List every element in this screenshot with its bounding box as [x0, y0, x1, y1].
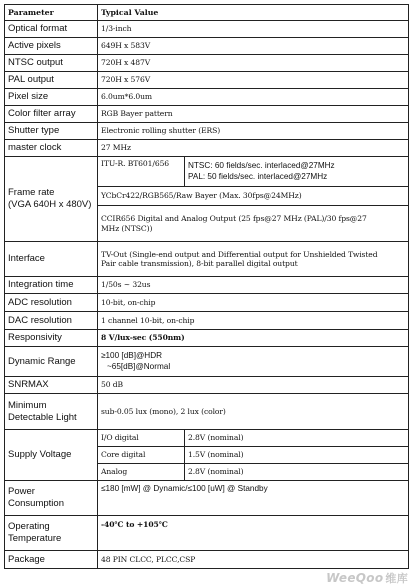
- param-value: RGB Bayer pattern: [98, 106, 409, 123]
- param-label: DAC resolution: [5, 312, 98, 330]
- param-value: 1/3-inch: [98, 21, 409, 38]
- param-value: 27 MHz: [98, 140, 409, 157]
- ccir-rate-line2: MHz (NTSC)): [101, 223, 153, 233]
- param-label: Pixel size: [5, 89, 98, 106]
- row-pal-output: [5, 72, 409, 89]
- row-power: [5, 481, 409, 516]
- spec-table: [4, 4, 409, 569]
- param-value: 6.0um*6.0um: [98, 89, 409, 106]
- interface-line1: TV-Out (Single-end output and Differential output for Unshielded Twisted: [101, 249, 378, 259]
- supply-value: 1.5V (nominal): [185, 447, 409, 464]
- power-label-line2: Consumption: [8, 498, 64, 509]
- spec-sheet: [4, 4, 408, 584]
- param-value: -40℃ to +105℃: [98, 516, 409, 551]
- param-value: 48 PIN CLCC, PLCC,CSP: [98, 551, 409, 569]
- supply-value: 2.8V (nominal): [185, 430, 409, 447]
- dynamic-range-normal: ~65[dB]@Normal: [107, 361, 171, 371]
- table-header-row: [5, 5, 409, 21]
- param-value: 649H x 583V: [98, 38, 409, 55]
- header-parameter: Parameter: [5, 5, 98, 21]
- op-temp-label-line1: Operating: [8, 521, 50, 533]
- frame-rate-label-line2: (VGA 640H x 480V): [8, 199, 92, 210]
- row-optical-format: [5, 21, 409, 38]
- row-ntsc-output: [5, 55, 409, 72]
- row-snrmax: [5, 377, 409, 394]
- row-supply-io: [5, 430, 409, 447]
- row-master-clock: [5, 140, 409, 157]
- row-shutter-type: [5, 123, 409, 140]
- ycbcr-rate: YCbCr422/RGB565/Raw Bayer (Max. 30fps@24MHz): [98, 187, 409, 206]
- row-adc: [5, 294, 409, 312]
- row-interface: [5, 242, 409, 277]
- row-pixel-size: [5, 89, 409, 106]
- row-integration-time: [5, 277, 409, 294]
- supply-name: Analog: [98, 464, 185, 481]
- frame-rate-label-line1: Frame rate: [8, 187, 55, 199]
- param-value: 1 channel 10-bit, on-chip: [98, 312, 409, 330]
- param-label: Supply Voltage: [5, 430, 98, 481]
- row-op-temp: [5, 516, 409, 551]
- min-light-label-line2: Detectable Light: [8, 411, 77, 423]
- param-label: Active pixels: [5, 38, 98, 55]
- supply-name: I/O digital: [98, 430, 185, 447]
- min-light-label-line1: Minimum: [8, 399, 47, 411]
- param-label: Interface: [5, 242, 98, 277]
- row-active-pixels: [5, 38, 409, 55]
- supply-name: Core digital: [98, 447, 185, 464]
- row-min-light: [5, 394, 409, 430]
- param-label: SNRMAX: [5, 377, 98, 394]
- pal-field-rate: PAL: 50 fields/sec. interlaced@27MHz: [188, 171, 328, 181]
- header-typical-value: Typical Value: [98, 5, 409, 21]
- param-label: [5, 394, 98, 430]
- watermark-brand: WeeQoo: [326, 571, 384, 585]
- param-value: 720H x 487V: [98, 55, 409, 72]
- param-value: 50 dB: [98, 377, 409, 394]
- param-value: Electronic rolling shutter (ERS): [98, 123, 409, 140]
- param-label: Responsivity: [5, 330, 98, 347]
- ccir-rate-line1: CCIR656 Digital and Analog Output (25 fps@27 MHz (PAL)/30 fps@27: [101, 214, 367, 224]
- param-label: master clock: [5, 140, 98, 157]
- param-label: Dynamic Range: [5, 347, 98, 377]
- op-temp-label-line2: Temperature: [8, 533, 62, 544]
- param-value: 10-bit, on-chip: [98, 294, 409, 312]
- row-frame-rate-bt601: [5, 157, 409, 187]
- param-value: sub-0.05 lux (mono), 2 lux (color): [98, 394, 409, 430]
- param-label: Shutter type: [5, 123, 98, 140]
- interface-line2: Pair cable transmission), 8-bit parallel digital output: [101, 259, 298, 268]
- param-label: Package: [5, 551, 98, 569]
- row-package: [5, 551, 409, 569]
- interface-value: [98, 242, 409, 277]
- row-responsivity: [5, 330, 409, 347]
- ccir-rate: [98, 206, 409, 242]
- supply-value: 2.8V (nominal): [185, 464, 409, 481]
- watermark-cn: 维库: [385, 572, 408, 585]
- param-label: [5, 481, 98, 516]
- dynamic-range-hdr: ≥100 [dB]@HDR: [101, 351, 163, 361]
- row-dac: [5, 312, 409, 330]
- param-label: [5, 516, 98, 551]
- param-label: Integration time: [5, 277, 98, 294]
- frame-rate-label: [5, 157, 98, 242]
- param-value: ≤180 [mW] @ Dynamic/≤100 [uW] @ Standby: [98, 481, 409, 516]
- param-label: Color filter array: [5, 106, 98, 123]
- param-value: 720H x 576V: [98, 72, 409, 89]
- watermark-logo: [326, 570, 408, 586]
- param-label: Optical format: [5, 21, 98, 38]
- param-label: ADC resolution: [5, 294, 98, 312]
- row-color-filter: [5, 106, 409, 123]
- param-label: NTSC output: [5, 55, 98, 72]
- param-value: 8 V/lux-sec (550nm): [98, 330, 409, 347]
- param-value: 1/50s ~ 32us: [98, 277, 409, 294]
- bt601-rates: [185, 157, 409, 187]
- row-dynamic-range: [5, 347, 409, 377]
- ntsc-field-rate: NTSC: 60 fields/sec. interlaced@27MHz: [188, 161, 335, 171]
- bt601-label: ITU-R. BT601/656: [98, 157, 185, 187]
- param-label: PAL output: [5, 72, 98, 89]
- dynamic-range-value: [98, 347, 409, 377]
- power-label-line1: Power: [8, 486, 35, 498]
